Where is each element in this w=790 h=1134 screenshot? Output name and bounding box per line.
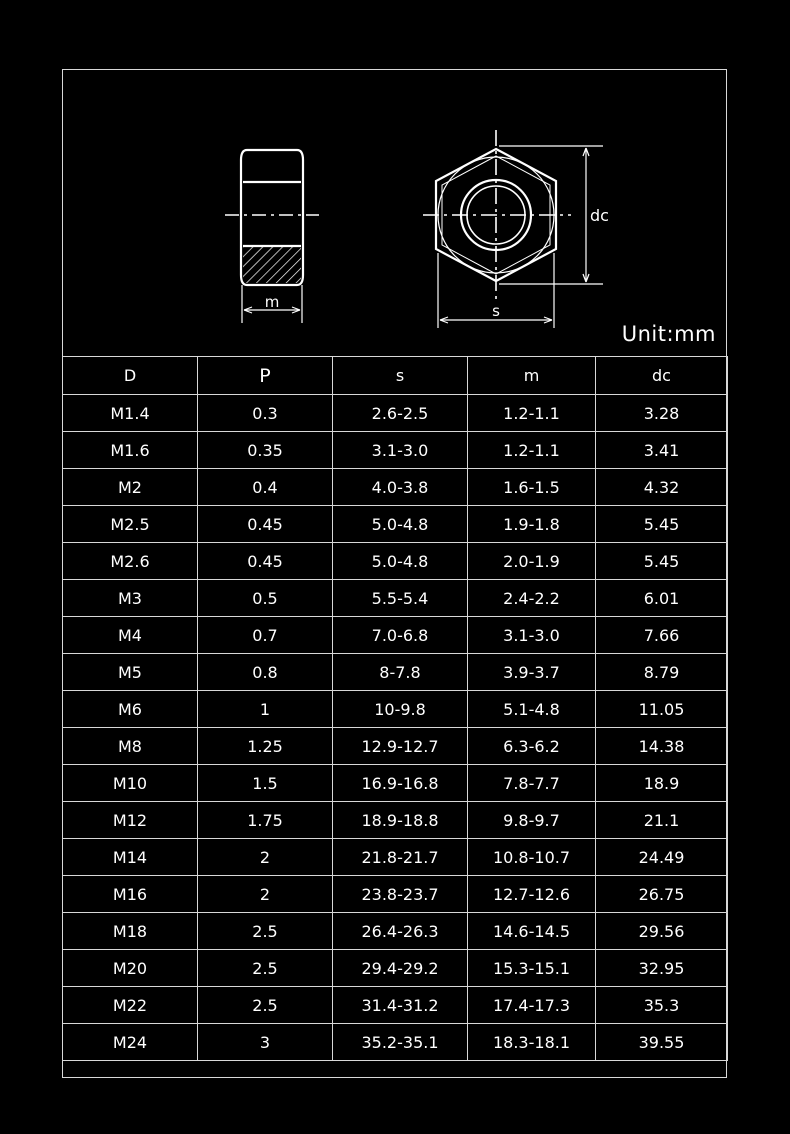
cell-p: 2 <box>198 876 333 913</box>
cell-d: M10 <box>63 765 198 802</box>
cell-dc: 8.79 <box>596 654 728 691</box>
cell-s: 5.0-4.8 <box>333 506 468 543</box>
cell-dc: 32.95 <box>596 950 728 987</box>
cell-dc: 3.28 <box>596 395 728 432</box>
cell-d: M2.6 <box>63 543 198 580</box>
cell-m: 1.2-1.1 <box>468 395 596 432</box>
cell-m: 2.0-1.9 <box>468 543 596 580</box>
cell-d: M16 <box>63 876 198 913</box>
cell-p: 0.8 <box>198 654 333 691</box>
cell-dc: 14.38 <box>596 728 728 765</box>
cell-d: M1.4 <box>63 395 198 432</box>
cell-d: M6 <box>63 691 198 728</box>
table-row <box>63 617 728 654</box>
table-row <box>63 913 728 950</box>
dc-label: dc <box>590 206 609 225</box>
cell-dc: 21.1 <box>596 802 728 839</box>
cell-m: 9.8-9.7 <box>468 802 596 839</box>
table-row <box>63 802 728 839</box>
cell-p: 0.45 <box>198 506 333 543</box>
table-header-row <box>63 357 728 395</box>
cell-p: 0.35 <box>198 432 333 469</box>
cell-s: 5.5-5.4 <box>333 580 468 617</box>
nut-side-view <box>225 150 319 285</box>
cell-d: M18 <box>63 913 198 950</box>
spec-sheet-frame <box>62 69 727 1078</box>
table-row <box>63 506 728 543</box>
cell-s: 4.0-3.8 <box>333 469 468 506</box>
table-row <box>63 395 728 432</box>
cell-d: M2.5 <box>63 506 198 543</box>
table-body <box>63 395 728 1061</box>
cell-dc: 29.56 <box>596 913 728 950</box>
cell-m: 12.7-12.6 <box>468 876 596 913</box>
table-row <box>63 950 728 987</box>
cell-dc: 3.41 <box>596 432 728 469</box>
table-row <box>63 432 728 469</box>
cell-s: 29.4-29.2 <box>333 950 468 987</box>
cell-dc: 18.9 <box>596 765 728 802</box>
cell-m: 1.6-1.5 <box>468 469 596 506</box>
table-row <box>63 987 728 1024</box>
cell-p: 0.5 <box>198 580 333 617</box>
cell-s: 26.4-26.3 <box>333 913 468 950</box>
table-row <box>63 691 728 728</box>
cell-m: 7.8-7.7 <box>468 765 596 802</box>
m-label: m <box>264 293 280 311</box>
cell-m: 10.8-10.7 <box>468 839 596 876</box>
cell-p: 0.45 <box>198 543 333 580</box>
table-row <box>63 765 728 802</box>
cell-m: 14.6-14.5 <box>468 913 596 950</box>
header-p: P <box>198 357 333 395</box>
cell-dc: 39.55 <box>596 1024 728 1061</box>
cell-dc: 35.3 <box>596 987 728 1024</box>
cell-d: M20 <box>63 950 198 987</box>
cell-p: 0.3 <box>198 395 333 432</box>
cell-s: 21.8-21.7 <box>333 839 468 876</box>
s-label: s <box>492 302 500 320</box>
nut-spec-table <box>62 356 728 1061</box>
cell-p: 1 <box>198 691 333 728</box>
cell-p: 3 <box>198 1024 333 1061</box>
cell-s: 35.2-35.1 <box>333 1024 468 1061</box>
cell-d: M5 <box>63 654 198 691</box>
cell-d: M22 <box>63 987 198 1024</box>
cell-d: M1.6 <box>63 432 198 469</box>
cell-m: 1.2-1.1 <box>468 432 596 469</box>
cell-m: 6.3-6.2 <box>468 728 596 765</box>
cell-d: M14 <box>63 839 198 876</box>
hex-nut-drawing <box>63 70 726 357</box>
cell-m: 18.3-18.1 <box>468 1024 596 1061</box>
table-row <box>63 1024 728 1061</box>
table-row <box>63 876 728 913</box>
cell-p: 0.7 <box>198 617 333 654</box>
cell-p: 0.4 <box>198 469 333 506</box>
cell-d: M24 <box>63 1024 198 1061</box>
cell-m: 17.4-17.3 <box>468 987 596 1024</box>
cell-d: M8 <box>63 728 198 765</box>
header-s: s <box>333 357 468 395</box>
cell-d: M3 <box>63 580 198 617</box>
cell-s: 7.0-6.8 <box>333 617 468 654</box>
header-d: D <box>63 357 198 395</box>
cell-m: 3.9-3.7 <box>468 654 596 691</box>
nut-front-view <box>423 130 571 300</box>
cell-s: 31.4-31.2 <box>333 987 468 1024</box>
cell-d: M2 <box>63 469 198 506</box>
unit-label: Unit:mm <box>621 322 716 346</box>
cell-dc: 7.66 <box>596 617 728 654</box>
cell-m: 2.4-2.2 <box>468 580 596 617</box>
cell-s: 16.9-16.8 <box>333 765 468 802</box>
cell-dc: 24.49 <box>596 839 728 876</box>
cell-p: 2 <box>198 839 333 876</box>
cell-m: 5.1-4.8 <box>468 691 596 728</box>
cell-dc: 26.75 <box>596 876 728 913</box>
table-row <box>63 543 728 580</box>
header-m: m <box>468 357 596 395</box>
cell-s: 12.9-12.7 <box>333 728 468 765</box>
cell-s: 10-9.8 <box>333 691 468 728</box>
cell-d: M4 <box>63 617 198 654</box>
cell-s: 23.8-23.7 <box>333 876 468 913</box>
cell-p: 1.75 <box>198 802 333 839</box>
cell-p: 2.5 <box>198 913 333 950</box>
cell-m: 15.3-15.1 <box>468 950 596 987</box>
cell-d: M12 <box>63 802 198 839</box>
cell-s: 2.6-2.5 <box>333 395 468 432</box>
cell-m: 1.9-1.8 <box>468 506 596 543</box>
table-row <box>63 580 728 617</box>
cell-p: 1.5 <box>198 765 333 802</box>
cell-m: 3.1-3.0 <box>468 617 596 654</box>
cell-s: 3.1-3.0 <box>333 432 468 469</box>
header-dc: dc <box>596 357 728 395</box>
cell-dc: 11.05 <box>596 691 728 728</box>
table-row <box>63 469 728 506</box>
table-row <box>63 839 728 876</box>
cell-p: 2.5 <box>198 987 333 1024</box>
technical-drawing-svg <box>63 70 726 357</box>
table-row <box>63 728 728 765</box>
cell-dc: 4.32 <box>596 469 728 506</box>
cell-s: 18.9-18.8 <box>333 802 468 839</box>
cell-s: 8-7.8 <box>333 654 468 691</box>
cell-s: 5.0-4.8 <box>333 543 468 580</box>
cell-p: 2.5 <box>198 950 333 987</box>
cell-dc: 5.45 <box>596 543 728 580</box>
cell-p: 1.25 <box>198 728 333 765</box>
cell-dc: 5.45 <box>596 506 728 543</box>
table-row <box>63 654 728 691</box>
cell-dc: 6.01 <box>596 580 728 617</box>
